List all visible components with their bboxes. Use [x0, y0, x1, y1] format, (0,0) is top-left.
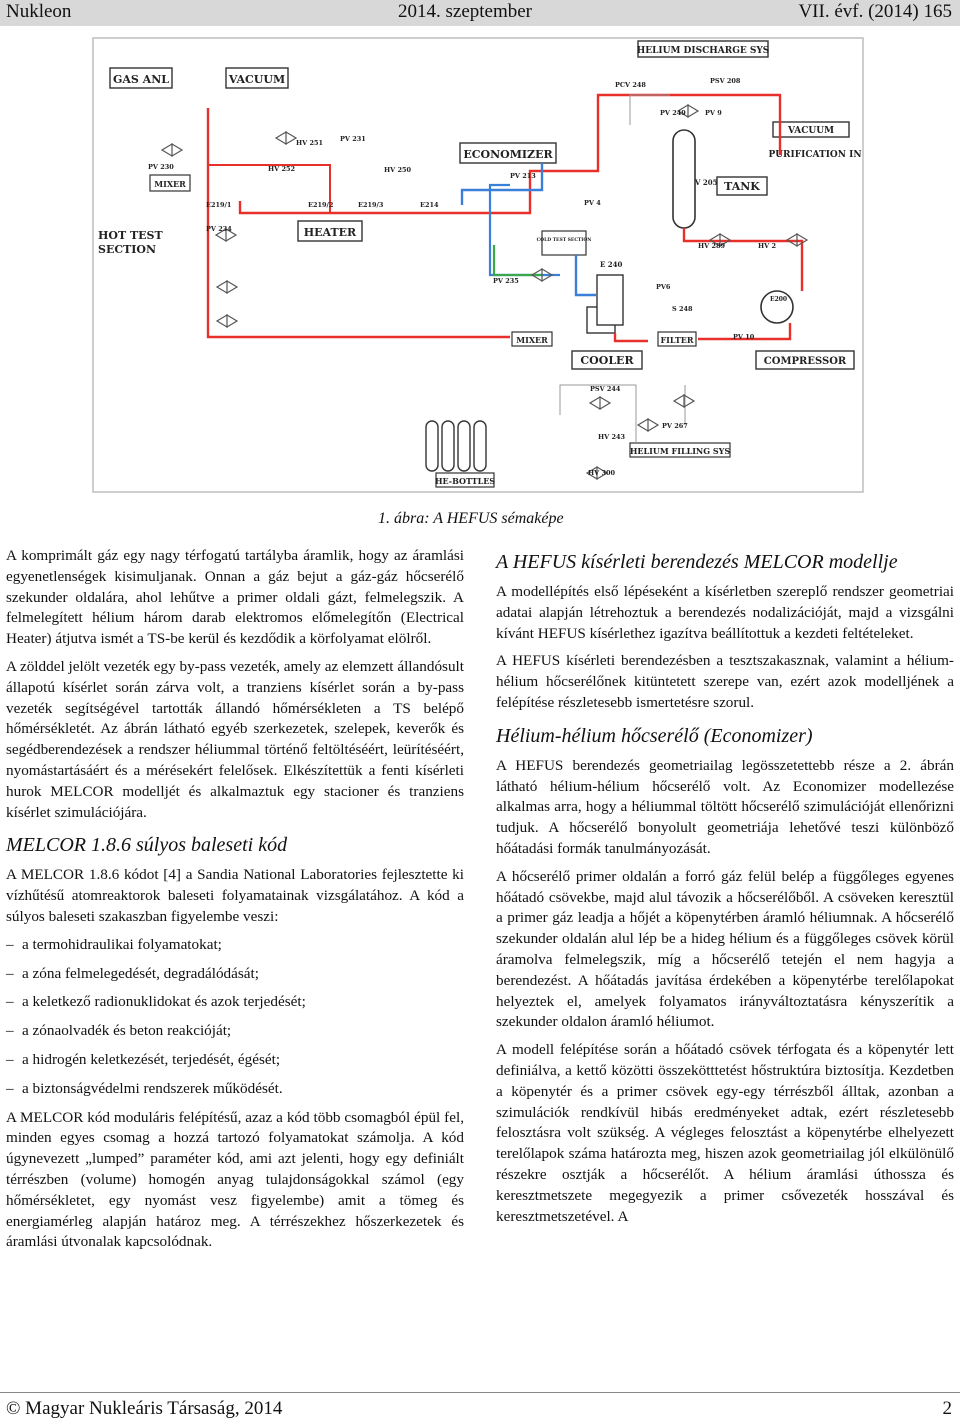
hv300-tag: HV 300	[588, 469, 616, 477]
paragraph: A hőcserélő primer oldalán a forró gáz felül belép a függőleges egyenes hőátadó csövekbe, majd alul távozik a hőcserélőből. A csöveken keresztül a primer gáz leadja a hőjét a köpenytérben áramló héliumnak. A hőcserélő szekunder oldalán alul lép be a hideg hélium és a függőleges csövek körül áramolva felmelegszik, míg a hőcserélő tetején el nem hagyja a berendezést. A hőátadás javítása érdekében a köpenytérbe terelőlapokat helyeztek el, amelyek folyamatos irányváltoztatásra kényszerítik a szekunder oldalon áramló héliumot.	[496, 867, 954, 1031]
he-bottle-1	[426, 421, 438, 471]
blue-line-cold	[576, 255, 596, 295]
green-bypass-line	[494, 245, 542, 275]
e2192-tag: E219/2	[308, 201, 334, 209]
footer-divider	[0, 1392, 960, 1393]
list-item: – a hidrogén keletkezését, terjedését, égését;	[6, 1050, 464, 1071]
red-line-tank	[684, 228, 802, 291]
pv9-tag: PV 9	[705, 109, 722, 117]
filter-label: FILTER	[660, 335, 694, 345]
pv231-tag: PV 231	[340, 135, 366, 143]
figure-caption: 1. ábra: A HEFUS sémaképe	[378, 510, 564, 527]
gas-anl-label: GAS ANL	[112, 73, 170, 86]
e240-tag: E 240	[600, 260, 623, 269]
valve-left-2	[217, 315, 237, 327]
paragraph: A HEFUS berendezés geometriailag legösszetettebb része a 2. ábrán látható hélium-hélium hőcserélő volt. Az Economizer modellezése alkalmas arra, hogy a héliummal töltött hőcserélő szimulációját ellenőrizni tudjuk. A hőcserélő bonyolult geometriája lehetővé teszi különböző hőátadási formák tanulmányozását.	[496, 756, 954, 857]
e214-tag: E214	[420, 201, 439, 209]
valve-hv243	[638, 419, 658, 431]
e200-tag: E200	[770, 296, 788, 303]
left-column	[6, 546, 464, 1260]
pv6-tag: PV6	[656, 283, 671, 291]
pv230-tag: PV 230	[148, 163, 174, 171]
list-item: – a zónaolvadék és beton reakcióját;	[6, 1021, 464, 1042]
paragraph: A modell felépítése során a hőátadó csövek térfogata és a köpenytér lett definiálva, a kettő közötti összekötttetést hőstruktúra biztosítja. Kezdetben a köpenytér és a primer csövek egy-egy térrészből álltak, azonban a szimulációk rendkívül hibás eredményeket adtak, ezért részletesebb felosztásra volt szükség. A végleges felosztást a köpenytérbe elhelyezett terelőlapok száma határozta meg, hiszen azok geometriailag jól elkülönülő részekre osztják a hőcserélőt. A hélium áramlási úthossza és keresztmetszete megegyezik a primer csővezeték hosszával és keresztmetszetével. A	[496, 1041, 954, 1225]
hv251-tag: HV 251	[296, 139, 324, 147]
hv252-tag: HV 252	[268, 165, 296, 173]
s248-tag: S 248	[672, 305, 693, 313]
hv289-tag: HV 289	[698, 242, 726, 250]
copyright-notice: © Magyar Nukleáris Társaság, 2014	[6, 1398, 283, 1419]
pcv248-tag: PCV 248	[615, 81, 646, 89]
tank-label: TANK	[724, 180, 760, 193]
volume-info: VII. évf. (2014) 165	[798, 1, 952, 22]
valve-psv244	[590, 397, 610, 409]
running-header	[0, 0, 960, 26]
helium-filling-label: HELIUM FILLING SYS	[629, 446, 731, 456]
he-bottles-label: HE-BOTTLES	[434, 476, 496, 486]
paragraph: A MELCOR 1.8.6 kódot [4] a Sandia National Laboratories fejlesztette ki vízhűtésű atomreaktorok baleseti folyamatainak vizsgálatához. A kód a súlyos baleseti szakaszban figyelembe veszi:	[6, 866, 464, 925]
hot-test-label: HOT TEST	[98, 229, 163, 242]
economizer-label: ECONOMIZER	[463, 148, 553, 161]
page-number: 2	[942, 1398, 952, 1419]
he-bottle-2	[442, 421, 454, 471]
pv4-tag: PV 4	[584, 199, 601, 207]
section-heading-melcor: MELCOR 1.8.6 súlyos baleseti kód	[6, 834, 288, 857]
hefus-schematic-diagram	[90, 35, 866, 495]
list-item: – a keletkező radionuklidokat és azok terjedését;	[6, 992, 464, 1013]
pv213-tag: PV 213	[510, 172, 536, 180]
paragraph: A modellépítés első lépéseként a kísérletben szereplő rendszer geometriai adatai alapján létrehoztuk a berendezés nodalizációját, majd a vizsgálni kívánt HEFUS kísérlethez igazítva beállítottuk a kezdeti feltételeket.	[496, 583, 954, 642]
heater-label: HEATER	[303, 226, 357, 239]
section-heading-economizer: Hélium-hélium hőcserélő (Economizer)	[496, 724, 813, 747]
section-label: SECTION	[98, 243, 157, 256]
pv234-tag: PV 234	[206, 225, 232, 233]
right-column	[496, 546, 954, 1234]
valve-pv230	[162, 144, 182, 156]
cold-test-label: COLD TEST SECTION	[536, 238, 592, 243]
pv267-tag: PV 267	[662, 422, 688, 430]
he-bottle-4	[474, 421, 486, 471]
hv250-tag: HV 250	[384, 166, 412, 174]
purification-label: PURIFICATION IN	[768, 150, 862, 160]
psv244-tag: PSV 244	[590, 385, 621, 393]
he-bottle-3	[458, 421, 470, 471]
blue-line-bypass	[490, 185, 560, 275]
hv2-tag: HV 2	[758, 242, 776, 250]
pv10-tag: PV 10	[733, 333, 755, 341]
valve-left-1	[217, 281, 237, 293]
psv208-tag: PSV 208	[710, 77, 741, 85]
cold-test-box	[542, 231, 586, 255]
v205-tag: V 205	[695, 178, 718, 187]
pv249-tag: PV 249	[660, 109, 686, 117]
list-item: – a termohidraulikai folyamatokat;	[6, 935, 464, 956]
paragraph: A MELCOR kód moduláris felépítésű, azaz a kód több csomagból épül fel, minden egyes csomag a hozzá tartozó folyamatokat számolja. A kód úgynevezett „lumped” paraméter kód, ami azt jelenti, hogy egy definiált térrészben (volume) homogén anyag tulajdonságokkal számol (egy hőmérsékletet, egy nyomást vesz figyelembe) amit a tömeg és energiamérleg alapján határoz meg. A térrészekhez hőszerkezetek és áramlási útvonalak kapcsolódnak.	[6, 1108, 464, 1251]
helium-discharge-label: HELIUM DISCHARGE SYS	[636, 46, 770, 56]
pv235-tag: PV 235	[493, 277, 519, 285]
mixer-label-top: MIXER	[154, 179, 186, 189]
valve-pv267	[674, 395, 694, 407]
cooler-label: COOLER	[580, 354, 634, 367]
paragraph: A HEFUS kísérleti berendezésben a tesztszakasznak, valamint a hélium-hélium hőcserélőnek kitüntetett szerepe van, ezért azok modelljének a felépítése részletesebb ismertetésre szorul.	[496, 652, 954, 711]
issue-date: 2014. szeptember	[398, 1, 533, 22]
e2193-tag: E219/3	[358, 201, 384, 209]
list-item: – a biztonságvédelmi rendszerek működését.	[6, 1079, 464, 1100]
paragraph: A komprimált gáz egy nagy térfogatú tartályba áramlik, hogy az áramlási egyenetlenségek kisimuljanak. Onnan a gáz bejut a gáz-gáz hőcserélő szekunder oldalára, ahol lehűtve a primer oldali gázt, felmelegszik. A felmelegített hélium három darab elektromos előmelegítőn (Electrical Heater) átjutva ismét a TS-be kerül és kezdődik a körfolyamat elölről.	[6, 547, 464, 648]
tank-vessel	[673, 130, 695, 228]
red-line-cooler	[615, 333, 648, 341]
hefus-schematic-figure	[90, 35, 866, 495]
compressor-label: COMPRESSOR	[763, 356, 847, 367]
e2191-tag: E219/1	[206, 201, 232, 209]
hv243-tag: HV 243	[598, 433, 626, 441]
vacuum-label-left: VACUUM	[228, 73, 286, 86]
e240-vessel	[597, 275, 623, 325]
journal-name: Nukleon	[6, 1, 72, 22]
melcor-feature-list	[6, 935, 464, 1100]
mixer-label-bottom: MIXER	[516, 335, 548, 345]
valve-pv231	[276, 132, 296, 144]
section-heading-model: A HEFUS kísérleti berendezés MELCOR modellje	[496, 551, 898, 573]
paragraph: A zölddel jelölt vezeték egy by-pass vezeték, amely az elemzett állandósult állapotú kísérlet során zárva volt, a tranziens kísérlet során a by-pass vezeték segítségével tartották állandó hőmérsékleten a TS belépő hőmérsékletét. Az ábrán látható egyéb szerkezetek, szelepek, keverők és segédberendezések a rendszer héliummal történő feltöltéséért, leürítéséért, nyomástartásáért és a mérésekért felelősek. Elkészítettük a fenti kísérleti hurok MELCOR modelljét és alkalmaztuk egy stacioner és tranziens kísérlet szimulációjára.	[6, 657, 464, 821]
list-item: – a zóna felmelegedését, degradálódását;	[6, 964, 464, 985]
vacuum-label-right: VACUUM	[787, 126, 835, 136]
